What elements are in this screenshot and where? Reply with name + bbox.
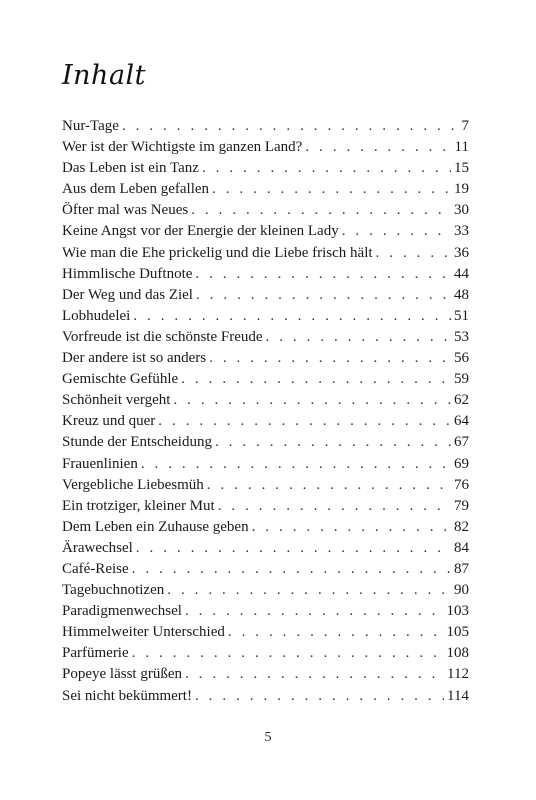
toc-entry-title: Vergebliche Liebesmüh <box>62 476 204 493</box>
dot-leader <box>132 643 444 664</box>
toc-entry <box>62 348 469 369</box>
toc-entry-page: 36 <box>454 244 469 261</box>
dot-leader <box>212 179 451 200</box>
toc-entry <box>62 137 469 158</box>
toc-entry-page: 11 <box>454 139 469 156</box>
dot-leader <box>266 327 451 348</box>
toc-entry-page: 69 <box>454 455 469 472</box>
toc-entry-title: Lobhudelei <box>62 307 131 324</box>
toc-entry-title: Keine Angst vor der Energie der kleinen Lady <box>62 223 339 240</box>
toc-entry <box>62 622 469 643</box>
toc-entry-title: Der Weg und das Ziel <box>62 286 193 303</box>
dot-leader <box>185 601 444 622</box>
toc-entry <box>62 559 469 580</box>
toc-entry-page: 30 <box>454 202 469 219</box>
dot-leader <box>132 559 451 580</box>
toc-entry <box>62 496 469 517</box>
toc-entry-title: Sei nicht bekümmert! <box>62 687 192 704</box>
toc-entry <box>62 580 469 601</box>
toc-entry-page: 82 <box>454 518 469 535</box>
toc-entry-page: 48 <box>454 286 469 303</box>
toc-entry <box>62 327 469 348</box>
toc-entry-page: 33 <box>454 223 469 240</box>
toc-entry-title: Frauenlinien <box>62 455 138 472</box>
toc-entry <box>62 664 469 685</box>
toc-entry-title: Himmelweiter Unterschied <box>62 624 225 641</box>
toc-entry-page: 59 <box>454 371 469 388</box>
toc-entry-page: 15 <box>454 160 469 177</box>
toc-entry <box>62 158 469 179</box>
toc-entry-page: 64 <box>454 413 469 430</box>
toc-entry <box>62 243 469 264</box>
toc-entry <box>62 285 469 306</box>
toc-entry-page: 62 <box>454 392 469 409</box>
toc-entry-title: Schönheit vergeht <box>62 392 171 409</box>
toc-entry-page: 87 <box>454 560 469 577</box>
dot-leader <box>252 517 451 538</box>
toc-entry-title: Café-Reise <box>62 560 129 577</box>
toc-entry <box>62 454 469 475</box>
toc-entry-title: Ärawechsel <box>62 539 133 556</box>
toc-entry <box>62 369 469 390</box>
toc-entry-page: 108 <box>446 645 469 662</box>
page-number: 5 <box>264 730 272 745</box>
dot-leader <box>209 348 451 369</box>
toc-entry <box>62 306 469 327</box>
toc-entry-page: 90 <box>454 582 469 599</box>
dot-leader <box>181 369 451 390</box>
toc-entry-title: Öfter mal was Neues <box>62 202 189 219</box>
toc-entry <box>62 411 469 432</box>
toc-entry-page: 103 <box>446 603 469 620</box>
toc-entry <box>62 601 469 622</box>
toc-entry-title: Kreuz und quer <box>62 413 156 430</box>
dot-leader <box>195 686 444 707</box>
toc-entry <box>62 116 469 137</box>
toc-entry-title: Popeye lässt grüßen <box>62 666 182 683</box>
toc-entry <box>62 200 469 221</box>
dot-leader <box>196 285 451 306</box>
dot-leader <box>173 390 451 411</box>
toc-entry <box>62 179 469 200</box>
dot-leader <box>207 475 451 496</box>
dot-leader <box>376 243 451 264</box>
toc-entry <box>62 264 469 285</box>
toc-entry-title: Tagebuchnotizen <box>62 582 165 599</box>
dot-leader <box>167 580 451 601</box>
toc-entry-page: 114 <box>447 687 469 704</box>
dot-leader <box>191 200 451 221</box>
toc-entry-title: Wie man die Ehe prickelig und die Liebe frisch hält <box>62 244 373 261</box>
toc-entry <box>62 538 469 559</box>
toc-entry-title: Dem Leben ein Zuhause geben <box>62 518 249 535</box>
toc-entry-title: Himmlische Duftnote <box>62 265 193 282</box>
toc-entry-page: 67 <box>454 434 469 451</box>
page-title: Inhalt <box>62 60 147 91</box>
toc-entry <box>62 475 469 496</box>
dot-leader <box>202 158 451 179</box>
toc-entry-page: 105 <box>446 624 469 641</box>
dot-leader <box>305 137 451 158</box>
toc-entry-title: Aus dem Leben gefallen <box>62 181 210 198</box>
toc-entry-title: Stunde der Entscheidung <box>62 434 212 451</box>
toc-entry-title: Wer ist der Wichtigste im ganzen Land? <box>62 139 303 156</box>
toc-entry-page: 51 <box>454 307 469 324</box>
toc-entry-title: Parfümerie <box>62 645 129 662</box>
dot-leader <box>218 496 451 517</box>
toc-entry <box>62 221 469 242</box>
dot-leader <box>133 306 451 327</box>
toc-entry <box>62 432 469 453</box>
toc-entry <box>62 517 469 538</box>
dot-leader <box>141 454 451 475</box>
toc-entry-title: Paradigmenwechsel <box>62 603 182 620</box>
dot-leader <box>158 411 451 432</box>
toc-entry-page: 19 <box>454 181 469 198</box>
toc-entry-page: 56 <box>454 350 469 367</box>
toc-entry-title: Nur-Tage <box>62 118 119 134</box>
toc-entry-page: 84 <box>454 539 469 556</box>
toc-entry-page: 76 <box>454 476 469 493</box>
toc-entry <box>62 686 469 707</box>
toc-entry <box>62 390 469 411</box>
dot-leader <box>122 116 459 137</box>
toc-entry <box>62 643 469 664</box>
dot-leader <box>228 622 444 643</box>
dot-leader <box>342 221 451 242</box>
toc-entry-title: Vorfreude ist die schönste Freude <box>62 328 263 345</box>
toc-entry-page: 79 <box>454 497 469 514</box>
toc-entry-page: 44 <box>454 265 469 282</box>
toc-entry-title: Ein trotziger, kleiner Mut <box>62 497 215 514</box>
toc-entry-title: Gemischte Gefühle <box>62 371 179 388</box>
dot-leader <box>185 664 444 685</box>
toc-entry-title: Der andere ist so anders <box>62 350 207 367</box>
toc-entry-page: 112 <box>447 666 469 683</box>
table-of-contents <box>62 116 469 707</box>
dot-leader <box>136 538 451 559</box>
toc-entry-title: Das Leben ist ein Tanz <box>62 160 199 177</box>
toc-entry-page: 53 <box>454 328 469 345</box>
toc-entry-page: 7 <box>461 118 469 134</box>
dot-leader <box>215 432 451 453</box>
dot-leader <box>195 264 451 285</box>
